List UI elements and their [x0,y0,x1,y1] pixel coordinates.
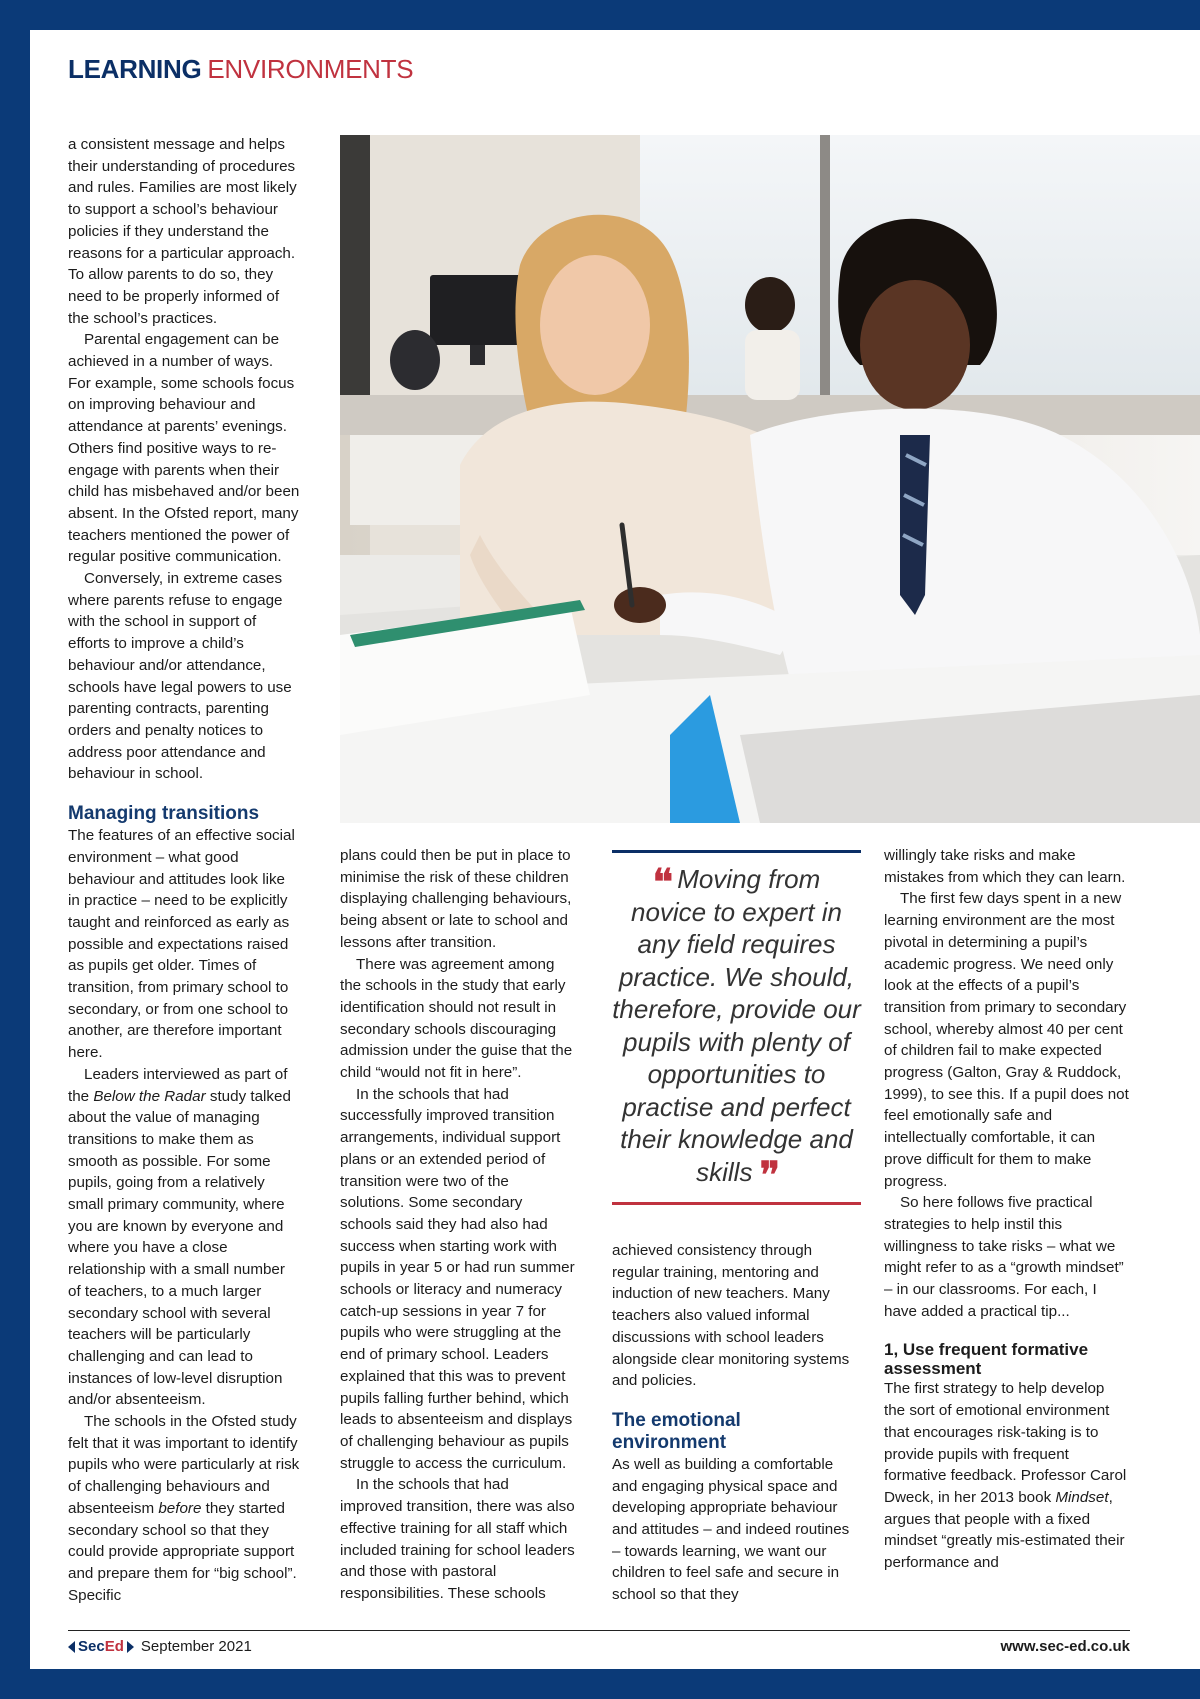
magazine-page [30,30,1200,1669]
paragraph: plans could then be put in place to minimise the risk of these children displaying challenging behaviours, being absent or late to school and lessons after transition. [340,847,572,951]
paragraph: Conversely, in extreme cases where parents refuse to engage with the school in support of efforts to improve a child’s behaviour and/or attendance, schools have legal powers to use parenting contracts, parenting orders and penalty notices to address poor attendance and behaviour in school. [68,570,292,783]
issue-date: September 2021 [140,1638,252,1655]
paragraph [68,1064,300,1411]
subheading-formative-assessment: 1, Use frequent formative assessment [884,1340,1089,1379]
paragraph: In the schools that had improved transition, there was also effective training for all staff which included training for school leaders and those with pastoral responsibilities. These schools [340,1476,575,1602]
logo-ed: Ed [104,1638,124,1655]
paragraph: The features of an effective social environment – what good behaviour and attitudes look like in practice – need to be explicitly taught and reinforced as early as possible and expectations raised as pupils get older. Times of transition, from primary school to secondary, or from one school to another, are therefore important here. [68,827,295,1062]
study-title: Below the Radar [93,1087,206,1105]
paragraph [884,1378,1129,1573]
section-title-strong: LEARNING [68,54,202,84]
paragraph [68,1411,300,1606]
pull-quote-text: Moving from novice to expert in any field requires practice. We should, therefore, provide our pupils with plenty of opportunities to practise and perfect their knowledge and skills [612,864,861,1187]
classroom-photo [340,135,1200,823]
paragraph: Parental engagement can be achieved in a number of ways. For example, some schools focus on improving behaviour and attendance at parents’ evenings. Others find positive ways to re-engage with parents when their child has misbehaved and/or been absent. In the Ofsted report, many teachers mentioned the power of regular positive communication. [68,331,300,566]
subheading-emotional-environment: The emotional environment [612,1409,741,1453]
text-run: study talked about the value of managing transitions to make them as smooth as possible. For some pupils, going from a relatively small primary community, where you are known by everyone and where you have a close relationship with a small number of teachers, to a much larger secondary school with several teachers will be particularly challenging and can lead to instances of low-level disruption and/or absenteeism. [68,1087,291,1409]
paragraph: So here follows five practical strategies to help instil this willingness to take risks – what we might refer to as a “growth mindset” – in our classrooms. For each, I have added a practical tip... [884,1194,1124,1320]
section-title-light: ENVIRONMENTS [207,54,414,84]
subheading-managing-transitions: Managing transitions [68,803,260,825]
text-run: , argues that people with a fixed mindset “greatly mis-estimated their performance and [884,1488,1125,1572]
column-3 [612,1240,857,1606]
footer-left [68,1638,252,1655]
chevron-right-icon [127,1641,134,1653]
paragraph: achieved consistency through regular training, mentoring and induction of new teachers. Many teachers also valued informal discussions with school leaders alongside clear monitoring systems and policies. [612,1242,850,1390]
text-run: The schools in the Ofsted study felt that it was important to identify pupils who were particularly at risk of challenging behaviours and absenteeism [68,1413,300,1517]
paragraph: willingly take risks and make mistakes from which they can learn. [884,847,1126,886]
website-url[interactable]: www.sec-ed.co.uk [1000,1638,1130,1655]
close-quote-icon: ❜❜ [759,1153,777,1195]
pull-quote [612,850,861,1205]
column-4 [884,845,1129,1574]
open-quote-icon: ❛❛ [652,861,670,902]
section-header [68,54,413,85]
book-title: Mindset [1055,1488,1109,1506]
text-run: Leaders interviewed as part of the [68,1065,288,1105]
text-run: The first strategy to help develop the sort of emotional environment that encourages risk-taking is to provide pupils with frequent formative feedback. Professor Carol Dweck, in her 2013 book [884,1380,1127,1506]
page-footer [68,1630,1130,1655]
chevron-left-icon [68,1641,75,1653]
paragraph: The first few days spent in a new learning environment are the most pivotal in determining a pupil’s academic progress. We need only look at the effects of a pupil’s transition from primary to secondary school, whereby almost 40 per cent of children fail to make expected progress (Galton, Gray & Ruddock, 1999), to see this. If a pupil does not feel emotionally safe and intellectually comfortable, it can prove difficult for them to make progress. [884,890,1129,1190]
column-2 [340,845,575,1605]
paragraph: a consistent message and helps their understanding of procedures and rules. Families are most likely to support a school’s behaviour policies if they understand the reasons for a particular approach. To allow parents to do so, they need to be properly informed of the school’s practices. [68,136,297,327]
emphasis: before [158,1499,202,1517]
text-run: they started secondary school so that they could provide appropriate support and prepare them for “big school”. Specific [68,1499,297,1604]
logo-sec: Sec [78,1638,105,1655]
paragraph: There was agreement among the schools in the study that early identification should not result in secondary schools discouraging admission under the guise that the child “would not fit in here”. [340,955,573,1082]
paragraph: As well as building a comfortable and engaging physical space and developing appropriate behaviour and attitudes – and indeed routines – towards learning, we want our children to feel safe and secure in school so that they [612,1455,850,1604]
column-1-top [68,134,300,1606]
paragraph: In the schools that had successfully improved transition arrangements, individual support plans or an extended period of transition were two of the solutions. Some secondary schools said they had also had success when starting work with pupils in year 5 or had run summer schools or literacy and numeracy catch-up sessions in year 7 for pupils who were struggling at the end of primary school. Leaders explained that this was to prevent pupils falling further behind, which leads to absenteeism and displays of challenging behaviour as pupils struggle to access the curriculum. [340,1085,575,1472]
photo-illustration [340,135,1200,823]
